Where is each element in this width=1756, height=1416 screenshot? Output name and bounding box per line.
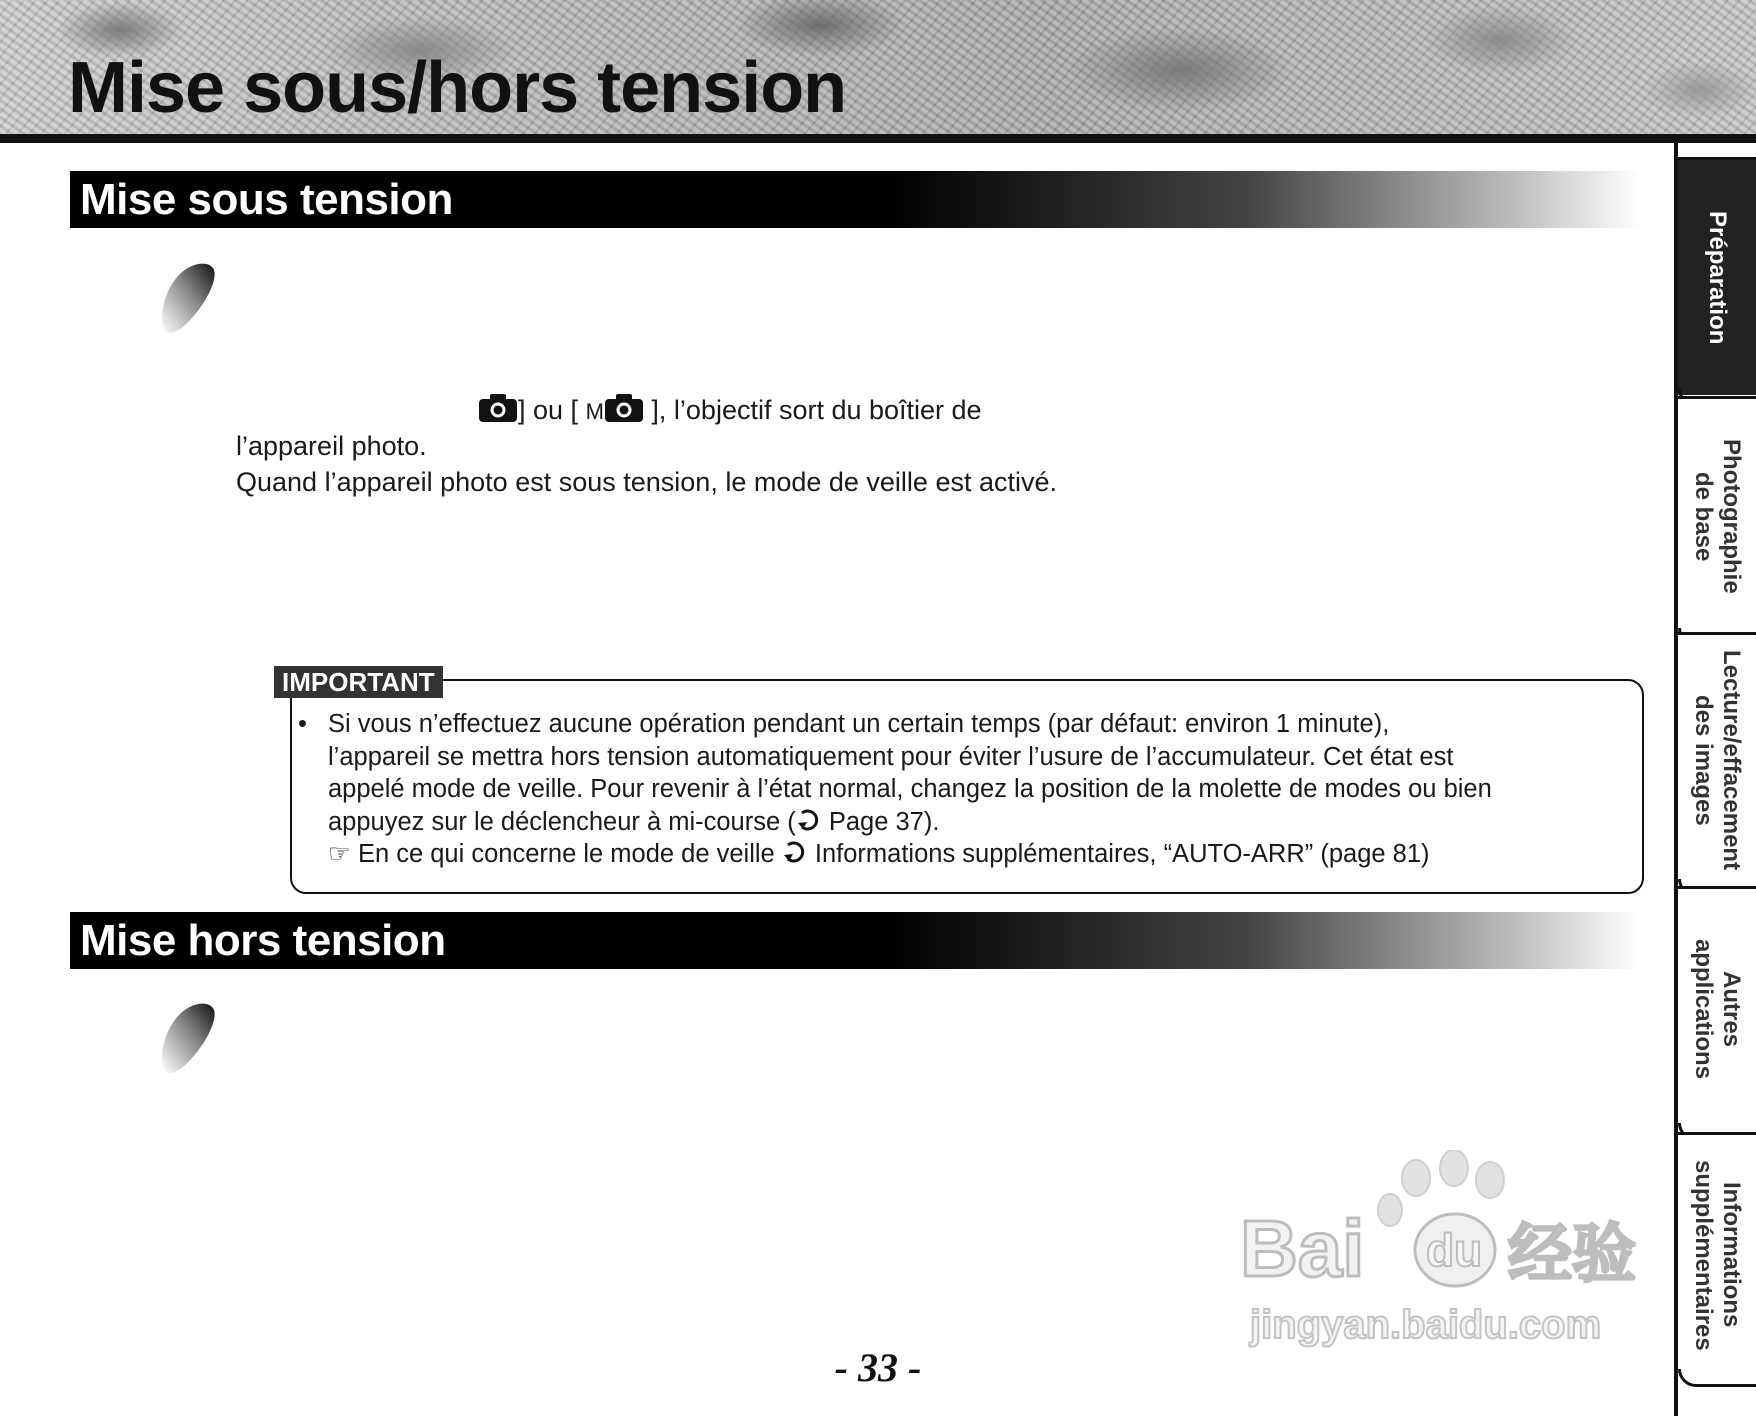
svg-text:Bai: Bai [1240, 1204, 1365, 1293]
camera-icon [604, 393, 644, 423]
tab-informations-supplementaires[interactable] [1678, 1132, 1756, 1375]
step-marker-icon [158, 262, 218, 334]
important-line-5: ☞ En ce qui concerne le mode de veille Informations supplémentaires, “AUTO-ARR” (page 81) [328, 840, 1430, 868]
pointing-hand-icon: ☞ [328, 840, 351, 868]
tab-label: Lecture/effacement des images [1690, 649, 1745, 871]
page-header [0, 0, 1756, 136]
baidu-watermark-logo [1240, 1150, 1660, 1350]
tab-lecture-effacement[interactable] [1678, 632, 1756, 885]
header-rule [0, 134, 1756, 143]
important-label: IMPORTANT [274, 666, 443, 698]
important-line-2: l’appareil se mettra hors tension automatiquement pour éviter l’usure de l’accumulateur. Cet état est [328, 742, 1454, 771]
bullet: • [298, 710, 307, 738]
svg-text:经验: 经验 [1508, 1218, 1636, 1292]
svg-text:du: du [1426, 1224, 1483, 1276]
tab-label: Informations supplémentaires [1690, 1159, 1745, 1351]
tab-label: Préparation [1704, 210, 1731, 345]
power-on-line-3: Quand l’appareil photo est sous tension, le mode de veille est activé. [236, 467, 1057, 497]
page-title: Mise sous/hors tension [68, 48, 847, 128]
important-line-1: Si vous n’effectuez aucune opération pendant un certain temps (par défaut: environ 1 minute), [328, 710, 1390, 738]
tab-autres-applications[interactable] [1678, 886, 1756, 1129]
tab-photographie-de-base[interactable] [1678, 396, 1756, 634]
tab-label: Autres applications [1690, 938, 1745, 1080]
power-on-line-2: l’appareil photo. [236, 431, 427, 461]
camera-icon [478, 393, 518, 423]
important-line-3: appelé mode de veille. Pour revenir à l’état normal, changez la position de la molette de modes ou bien [328, 775, 1492, 803]
reference-arrow-icon [782, 839, 808, 865]
section-title: Mise hors tension [80, 916, 446, 965]
power-on-line-1: ] ou [ M ], l’objectif sort du boîtier de [478, 392, 982, 430]
section-bar-power-off [70, 912, 1640, 969]
svg-text:jingyan.baidu.com: jingyan.baidu.com [1250, 1303, 1602, 1347]
section-title: Mise sous tension [80, 175, 453, 224]
tab-preparation[interactable] [1678, 157, 1756, 395]
page-number: - 33 - [834, 1345, 922, 1390]
step-marker-icon [158, 1002, 218, 1074]
manual-mode-letter: M [585, 399, 604, 424]
section-bar-power-on [70, 171, 1640, 228]
reference-arrow-icon [796, 807, 822, 833]
important-line-4: appuyez sur le déclencheur à mi-course ( Page 37). [328, 807, 940, 836]
tab-label: Photographie de base [1690, 439, 1745, 594]
